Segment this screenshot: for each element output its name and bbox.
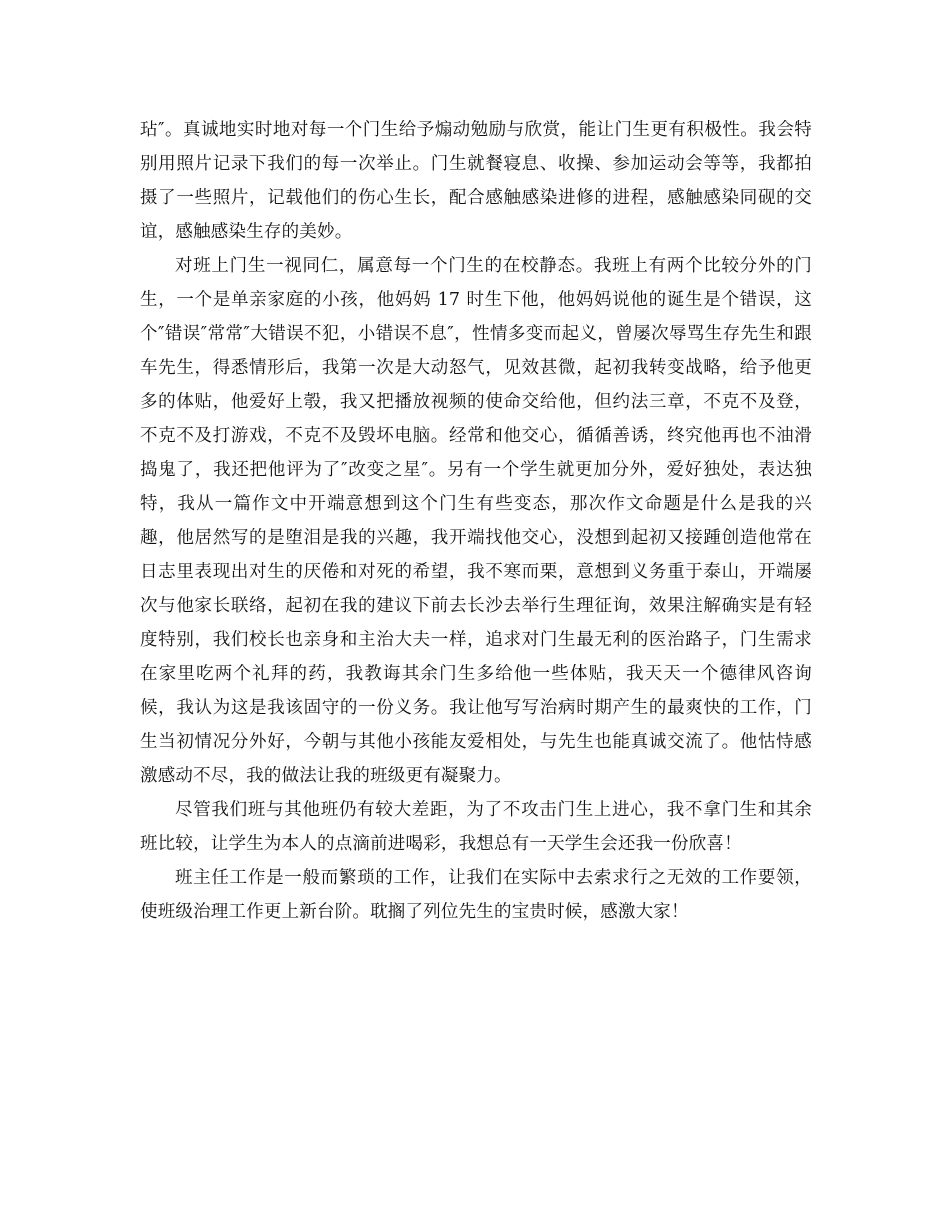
paragraph-1: 玷″。真诚地实时地对每一个门生给予煽动勉励与欣赏，能让门生更有积极性。我会特别用照片记录下我们的每一次举止。门生就餐寝息、收操、参加运动会等等，我都拍摄了一些照片，记载他们的伤心生长，配合感触感染进修的进程，感触感染同砚的交谊，感触感染生存的美妙。 bbox=[140, 120, 812, 242]
document-body bbox=[140, 113, 812, 929]
paragraph-2: 对班上门生一视同仁，属意每一个门生的在校静态。我班上有两个比较分外的门生，一个是单亲家庭的小孩，他妈妈 17 时生下他，他妈妈说他的诞生是个错误，这个″错误″常常″大错误不犯，小错误不息″，性情多变而起义，曾屡次辱骂生存先生和跟车先生，得悉情形后，我第一次是大动怒气，见效甚微，起初我转变战略，给予他更多的体贴，他爱好上彀，我又把播放视频的使命交给他，但约法三章，不克不及登，不克不及打游戏，不克不及毁坏电脑。经常和他交心，循循善诱，终究他再也不油滑捣鬼了，我还把他评为了″改变之星″。另有一个学生就更加分外，爱好独处，表达独特，我从一篇作文中开端意想到这个门生有些变态，那次作文命题是什么是我的兴趣，他居然写的是堕泪是我的兴趣，我开端找他交心，没想到起初又接踵创造他常在日志里表现出对生的厌倦和对死的希望，我不寒而栗，意想到义务重于泰山，开端屡次与他家长联络，起初在我的建议下前去长沙去举行生理征询，效果注解确实是有轻度特别，我们校长也亲身和主治大夫一样，追求对门生最无利的医治路子，门生需求在家里吃两个礼拜的药，我教诲其余门生多给他一些体贴，我天天一个德律风咨询候，我认为这是我该固守的一份义务。我让他写写治病时期产生的最爽快的工作，门生当初情况分外好，今朝与其他小孩能友爱相处，与先生也能真诚交流了。他怙恃感激感动不尽，我的做法让我的班级更有凝聚力。 bbox=[140, 256, 812, 786]
paragraph-4: 班主任工作是一般而繁琐的工作，让我们在实际中去索求行之无效的工作要领，使班级治理工作更上新台阶。耽搁了列位先生的宝贵时候，感激大家！ bbox=[140, 868, 812, 922]
paragraph-3: 尽管我们班与其他班仍有较大差距，为了不攻击门生上进心，我不拿门生和其余班比较，让学生为本人的点滴前进喝彩，我想总有一天学生会还我一份欣喜！ bbox=[140, 800, 812, 854]
